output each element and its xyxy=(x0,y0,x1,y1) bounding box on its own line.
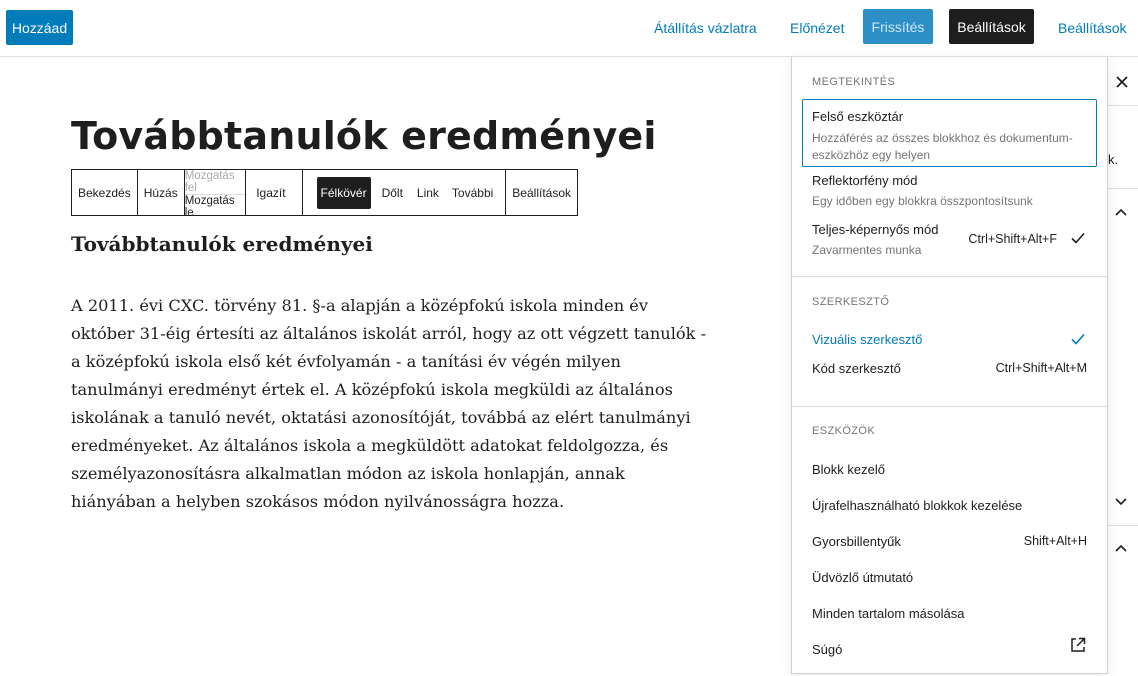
menu-item-top-toolbar[interactable] xyxy=(812,108,1087,164)
menu-item-reusable-blocks[interactable] xyxy=(812,497,1087,515)
switch-to-draft-button[interactable]: Átállítás vázlatra xyxy=(654,10,757,45)
preview-button[interactable]: Előnézet xyxy=(790,10,844,45)
chevron-up-icon[interactable] xyxy=(1114,542,1128,556)
italic-button[interactable]: Dőlt xyxy=(381,185,403,200)
post-title[interactable]: Továbbtanulók eredményei xyxy=(71,114,657,158)
menu-item-label: Súgó xyxy=(812,642,843,657)
shortcut-label: Shift+Alt+H xyxy=(1023,534,1087,548)
bold-button[interactable]: Félkövér xyxy=(317,177,371,209)
group-label-tools: ESZKÖZÖK xyxy=(812,425,876,437)
settings-sidebar xyxy=(1107,57,1138,674)
group-label-editor: SZERKESZTŐ xyxy=(812,296,890,308)
menu-item-label: Blokk kezelő xyxy=(812,462,885,477)
sidebar-divider xyxy=(1108,188,1138,189)
external-link-icon xyxy=(1069,636,1087,654)
menu-group-view xyxy=(792,57,1107,277)
menu-item-label: Felső eszköztár xyxy=(812,109,904,124)
toolbar-group-settings xyxy=(506,170,577,215)
menu-item-help[interactable] xyxy=(812,641,1087,659)
menu-item-code-editor[interactable] xyxy=(812,360,1087,378)
move-down-button[interactable]: Mozgatás le xyxy=(184,195,235,219)
menu-item-label: Újrafelhasználható blokkok kezelése xyxy=(812,498,1023,513)
shortcut-label: Ctrl+Shift+Alt+F xyxy=(968,232,1057,246)
menu-item-description: Zavarmentes munka xyxy=(812,243,922,257)
menu-item-description: Egy időben egy blokkra összpontosítsunk xyxy=(812,194,1033,208)
menu-item-label: Minden tartalom másolása xyxy=(812,606,965,621)
menu-group-tools xyxy=(792,407,1107,676)
menu-item-visual-editor[interactable] xyxy=(812,331,1087,349)
menu-item-label: Vizuális szerkesztő xyxy=(812,332,923,347)
menu-item-label: Teljes-képernyős mód xyxy=(812,222,939,237)
more-options-button[interactable]: További xyxy=(451,185,494,200)
menu-item-label: Kód szerkesztő xyxy=(812,361,901,376)
move-up-button[interactable]: Mozgatás fel xyxy=(185,170,245,195)
menu-item-block-manager[interactable] xyxy=(812,461,1087,479)
menu-item-copy-all[interactable] xyxy=(812,605,1087,623)
menu-item-description: Hozzáférés az összes blokkhoz és dokumentum-eszközhöz egy helyen xyxy=(812,131,1073,162)
move-controls xyxy=(184,170,246,219)
shortcut-label: Ctrl+Shift+Alt+M xyxy=(995,361,1087,375)
chevron-up-icon[interactable] xyxy=(1114,206,1128,220)
block-settings-button[interactable]: Beállítások xyxy=(512,185,571,200)
options-menu-button[interactable]: Beállítások xyxy=(949,9,1034,44)
link-button[interactable]: Link xyxy=(416,185,439,200)
toolbar-group-drag xyxy=(138,170,185,215)
editor-header xyxy=(0,0,1138,57)
checkmark-icon xyxy=(1069,330,1087,348)
close-icon[interactable] xyxy=(1114,74,1130,90)
menu-group-editor xyxy=(792,277,1107,407)
chevron-down-icon[interactable] xyxy=(1114,494,1128,508)
sidebar-divider xyxy=(1108,525,1138,526)
menu-item-label: Gyorsbillentyűk xyxy=(812,534,901,549)
align-button[interactable]: Igazít xyxy=(256,185,286,200)
menu-item-label: Üdvözlő útmutató xyxy=(812,570,914,585)
menu-item-label: Reflektorfény mód xyxy=(812,173,918,188)
menu-item-keyboard-shortcuts[interactable] xyxy=(812,533,1087,551)
toolbar-group-block xyxy=(72,170,138,215)
settings-toggle-button[interactable]: Beállítások xyxy=(1058,10,1126,45)
toolbar-group-format xyxy=(303,170,507,215)
paragraph-block[interactable]: A 2011. évi CXC. törvény 81. §-a alapján a középfokú iskola minden év október 31-éig értesíti az általános iskolát arról, hogy az ott végzett tanulók - a középfokú iskola első két évfolyamán - a tanítási év végén milyen tanulmányi eredményt értek el. A középfokú iskola megküldi az általános iskolának a tanuló nevét, oktatási azonosítóját, továbbá az elért tanulmányi eredményeket. Az általános iskola a megküldött adatokat feldolgozza, és személyazonosításra alkalmatlan módon az iskola honlapján, annak hiányában a helyben szokásos módon nyilvánosságra hozza. xyxy=(71,296,707,511)
group-label-view: MEGTEKINTÉS xyxy=(812,76,896,88)
add-block-button[interactable]: Hozzáad xyxy=(6,10,73,45)
options-menu xyxy=(791,57,1108,674)
toolbar-group-align xyxy=(246,170,302,215)
menu-item-welcome-guide[interactable] xyxy=(812,569,1087,587)
sidebar-partial-text: k. xyxy=(1108,152,1119,167)
drag-handle[interactable]: Húzás xyxy=(143,185,178,200)
block-type-button[interactable]: Bekezdés xyxy=(78,185,131,200)
menu-item-fullscreen[interactable] xyxy=(812,221,1087,259)
update-button[interactable]: Frissítés xyxy=(863,9,933,44)
block-toolbar xyxy=(71,169,578,219)
checkmark-icon xyxy=(1069,229,1087,247)
heading-block[interactable]: Továbbtanulók eredményei xyxy=(71,232,373,256)
menu-item-spotlight[interactable] xyxy=(812,172,1087,210)
sidebar-divider xyxy=(1108,105,1138,106)
